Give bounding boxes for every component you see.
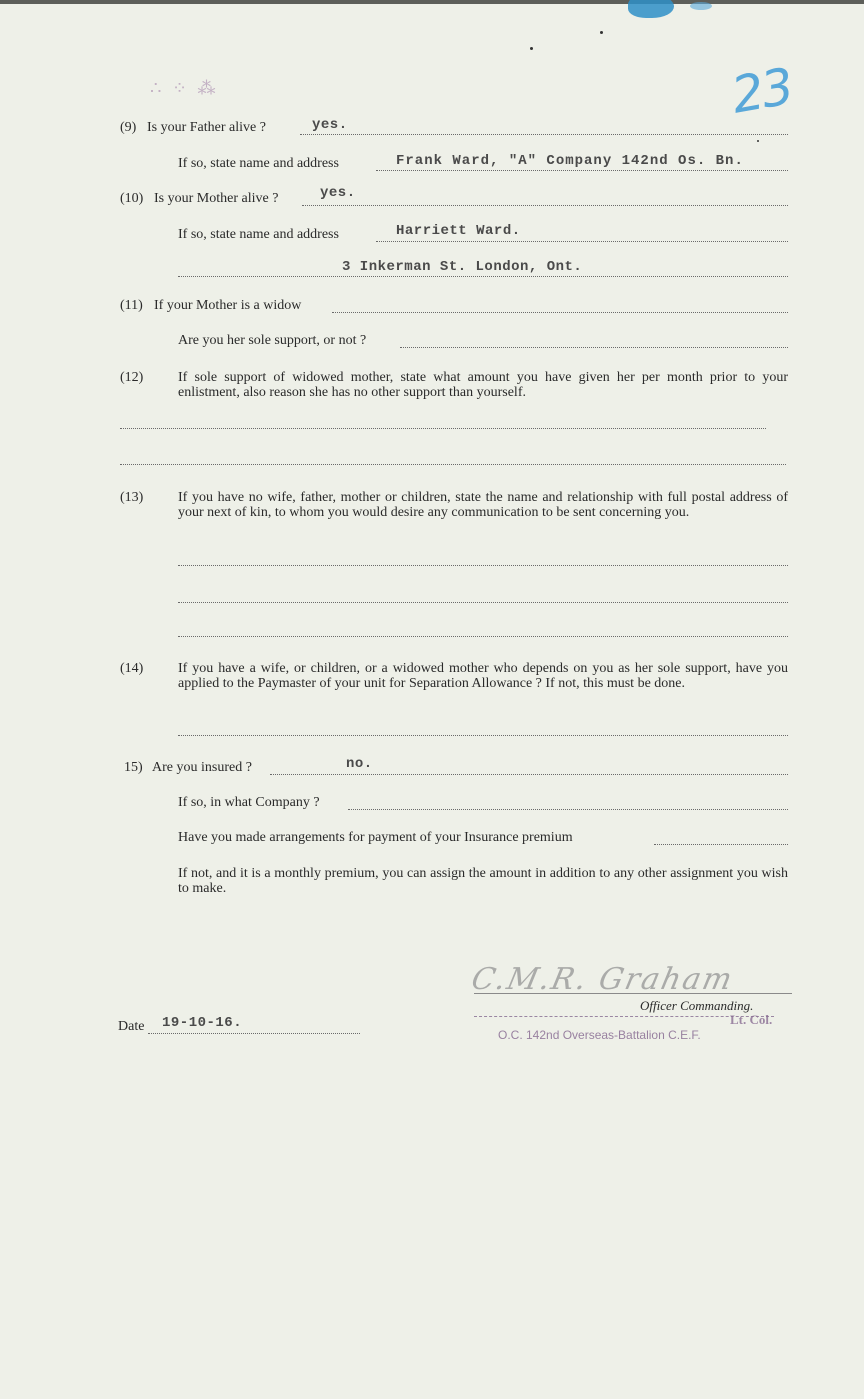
- question-13: [120, 490, 788, 520]
- q14-answer-line: [178, 733, 788, 736]
- q12-answer-line-1: [120, 426, 766, 429]
- q13-answer-line-1: [178, 563, 788, 566]
- q10-question: Is your Mother alive ?: [154, 191, 279, 206]
- q10-answer: yes.: [320, 185, 356, 201]
- stamp-rule: [474, 1016, 774, 1017]
- q13-answer-line-2: [178, 600, 788, 603]
- stamp-rank: Lt. Col.: [730, 1012, 773, 1027]
- q9-number: (9): [120, 120, 137, 135]
- q12-answer-line-2: [120, 462, 786, 465]
- ink-blot-small: [690, 2, 712, 10]
- q15-company-label: If so, in what Company ?: [178, 795, 320, 810]
- q15-answer: no.: [346, 756, 373, 772]
- question-15: [124, 756, 790, 780]
- scan-edge: [0, 0, 864, 4]
- question-14: [120, 661, 788, 691]
- officer-signature: C.M.R. Graham: [468, 962, 737, 997]
- q13-number: (13): [120, 490, 144, 505]
- q9-question: Is your Father alive ?: [147, 120, 266, 135]
- q14-number: (14): [120, 661, 144, 676]
- signature-line: [474, 993, 792, 994]
- question-10-address-line2: [178, 259, 790, 282]
- question-9: [120, 117, 790, 140]
- q15-number: 15): [124, 760, 143, 775]
- q10-sub-label: If so, state name and address: [178, 227, 339, 242]
- date-field: [118, 1015, 363, 1039]
- question-10-address: [178, 223, 790, 247]
- question-15-arrangements: [178, 830, 790, 850]
- q9-sub-label: If so, state name and address: [178, 156, 339, 171]
- q12-number: (12): [120, 370, 144, 385]
- battalion-stamp: O.C. 142nd Overseas-Battalion C.E.F.: [498, 1028, 701, 1042]
- ink-blot: [628, 0, 674, 18]
- q11-question: If your Mother is a widow: [154, 298, 302, 313]
- question-15-company: [178, 795, 790, 815]
- question-12: [120, 370, 788, 400]
- q9-answer: yes.: [312, 117, 348, 133]
- question-11-sub: [178, 333, 790, 353]
- q15-arrangements-label: Have you made arrangements for payment of your Insurance premium: [178, 830, 573, 845]
- page-number: 23: [727, 57, 797, 125]
- officer-title: Officer Commanding.: [640, 998, 754, 1013]
- question-15-note: If not, and it is a monthly premium, you can assign the amount in addition to any other assignment you wish to make.: [178, 866, 788, 896]
- q15-question: Are you insured ?: [152, 760, 252, 775]
- date-label: Date: [118, 1019, 145, 1034]
- date-value: 19-10-16.: [162, 1015, 243, 1031]
- q11-number: (11): [120, 298, 143, 313]
- question-11: [120, 298, 790, 318]
- q14-text: If you have a wife, or children, or a widowed mother who depends on you as her sole support, have you applied to the Paymaster of your unit for Separation Allowance ? If not, this must be done.: [178, 661, 788, 691]
- q11-sub-label: Are you her sole support, or not ?: [178, 333, 367, 348]
- q10-sub-answer: Harriett Ward.: [396, 223, 521, 239]
- q13-text: If you have no wife, father, mother or children, state the name and relationship with full postal address of your next of kin, to whom you would desire any communication to be sent concerning you.: [178, 490, 788, 520]
- q9-sub-answer: Frank Ward, "A" Company 142nd Os. Bn.: [396, 153, 744, 169]
- q13-answer-line-3: [178, 634, 788, 637]
- q10-number: (10): [120, 191, 144, 206]
- q12-text: If sole support of widowed mother, state what amount you have given her per month prior to your enlistment, also reason she has no other support than yourself.: [178, 370, 788, 400]
- q10-sub-answer-line2: 3 Inkerman St. London, Ont.: [342, 259, 583, 275]
- faded-stamp-mark: ∴ ⁘ ⁂: [150, 78, 219, 98]
- question-10: [120, 185, 790, 211]
- question-9-address: [178, 153, 790, 176]
